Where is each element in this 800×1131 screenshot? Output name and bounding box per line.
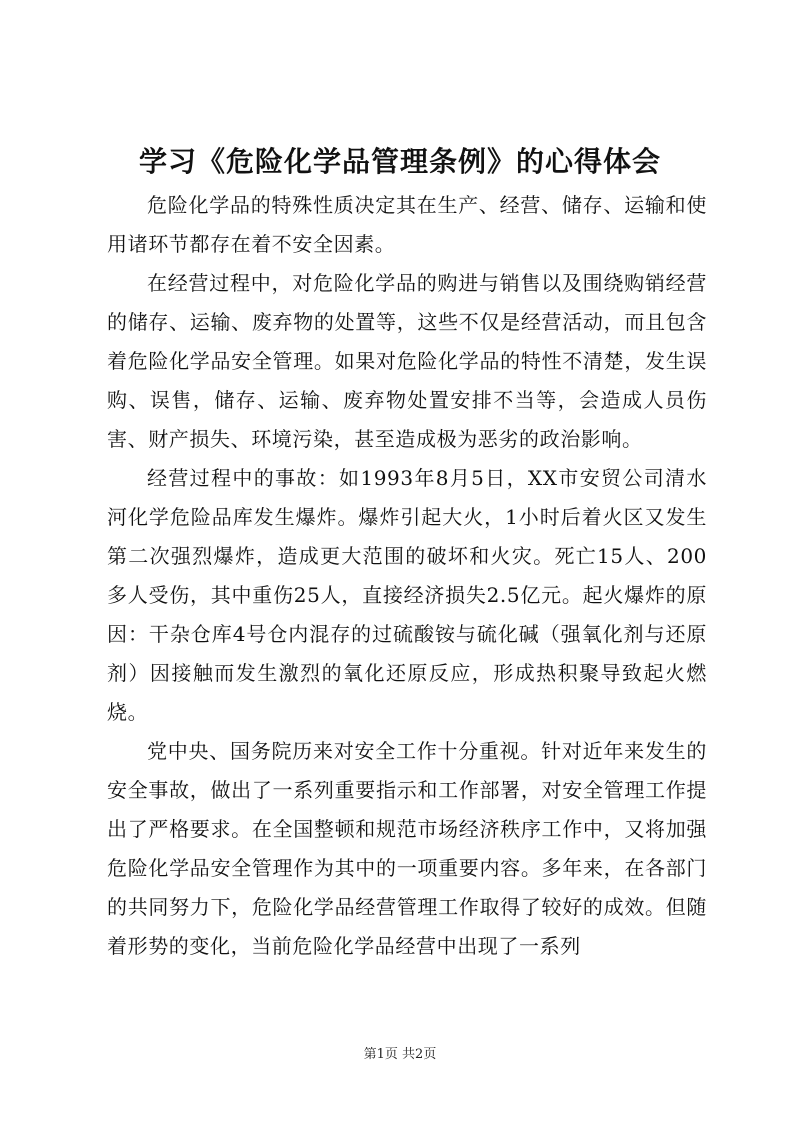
- paragraph-2: 在经营过程中，对危险化学品的购进与销售以及围绕购销经营的储存、运输、废弃物的处置等，这些不仅是经营活动，而且包含着危险化学品安全管理。如果对危险化学品的特性不清楚，发生误购、误售，储存、运输、废弃物处置安排不当等，会造成人员伤害、财产损失、环境污染，甚至造成极为恶劣的政治影响。: [107, 271, 707, 451]
- page-footer: 第1页 共2页: [363, 1047, 437, 1062]
- paragraph-1: 危险化学品的特殊性质决定其在生产、经营、储存、运输和使用诸环节都存在着不安全因素。: [107, 193, 707, 256]
- paragraph-4: 党中央、国务院历来对安全工作十分重视。针对近年来发生的安全事故，做出了一系列重要指示和工作部署，对安全管理工作提出了严格要求。在全国整顿和规范市场经济秩序工作中，又将加强危险化学品安全管理作为其中的一项重要内容。多年来，在各部门的共同努力下，危险化学品经营管理工作取得了较好的成效。但随着形势的变化，当前危险化学品经营中出现了一系列: [107, 739, 707, 958]
- paragraph-3: 经营过程中的事故：如1993年8月5日，XX市安贸公司清水河化学危险品库发生爆炸。爆炸引起大火，1小时后着火区又发生第二次强烈爆炸，造成更大范围的破坏和火灾。死亡15人、200多人受伤，其中重伤25人，直接经济损失2.5亿元。起火爆炸的原因：干杂仓库4号仓内混存的过硫酸铵与硫化碱（强氧化剂与还原剂）因接触而发生激烈的氧化还原反应，形成热积聚导致起火燃烧。: [107, 466, 707, 724]
- document-body: [107, 186, 707, 966]
- document-title: 学习《危险化学品管理条例》的心得体会: [138, 145, 661, 178]
